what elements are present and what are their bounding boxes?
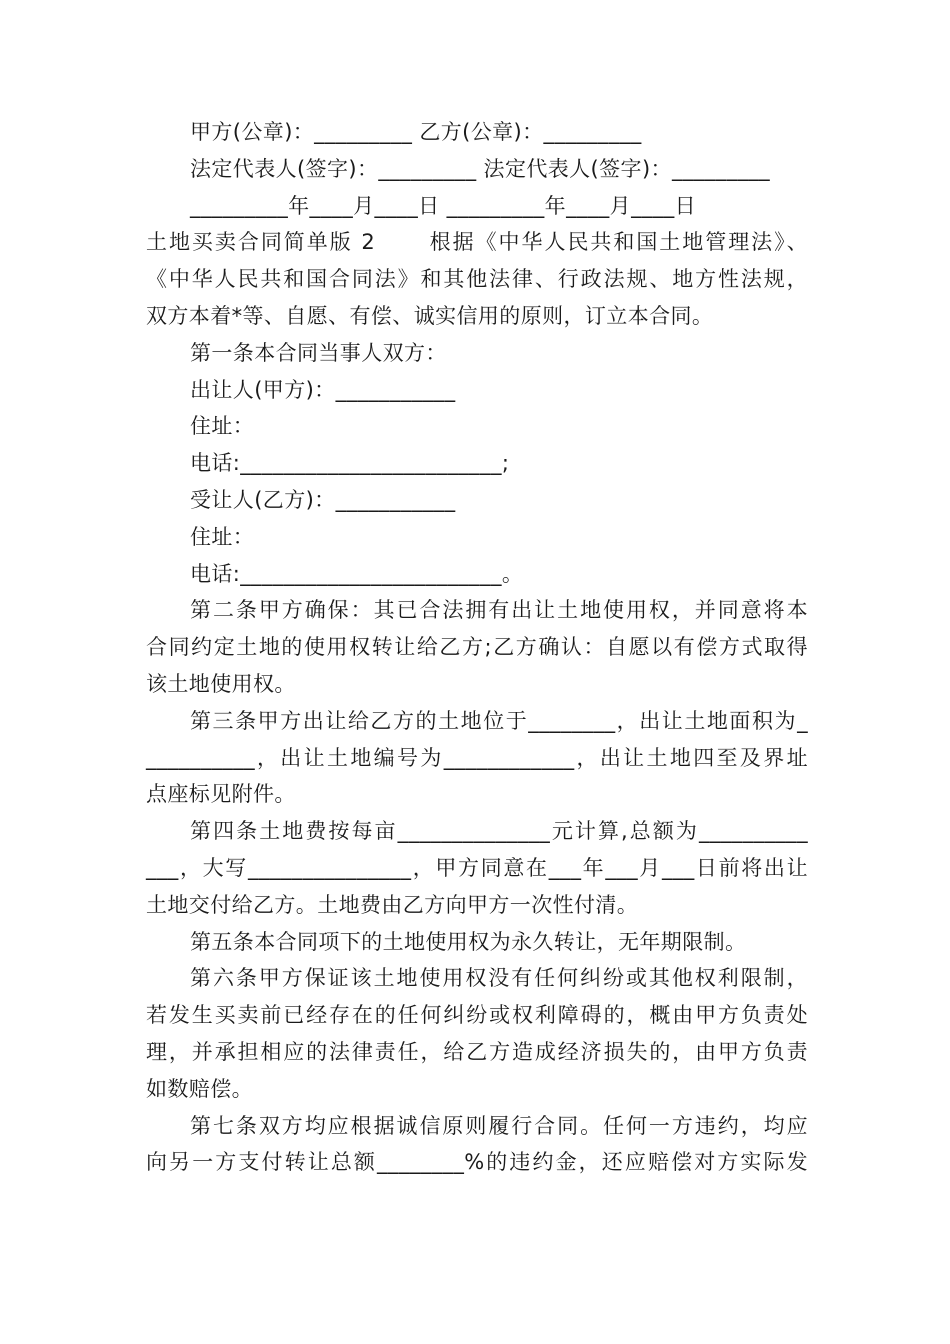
document-line: _________年____月____日 _________年____月____日	[190, 193, 697, 218]
document-page	[146, 114, 808, 1181]
document-line: 理，并承担相应的法律责任，给乙方造成经济损失的，由甲方负责	[146, 1039, 808, 1064]
document-line: 向另一方支付转让总额________%的违约金，还应赔偿对方实际发	[146, 1150, 808, 1175]
document-line: 住址：	[190, 414, 255, 439]
document-line: 出让人(甲方)：___________	[190, 377, 456, 402]
document-line: __________，出让土地编号为____________，出让土地四至及界址	[146, 745, 808, 770]
document-line: 第一条本合同当事人双方：	[190, 340, 447, 365]
document-line: 第七条双方均应根据诚信原则履行合同。任何一方违约，均应	[190, 1113, 808, 1138]
document-line: 甲方(公章)：_________ 乙方(公章)：_________	[190, 120, 642, 144]
document-line: 合同约定土地的使用权转让给乙方;乙方确认：自愿以有偿方式取得	[146, 635, 808, 660]
document-line: 点座标见附件。	[146, 782, 296, 807]
document-line: 如数赔偿。	[146, 1076, 253, 1101]
document-line: 电话:________________________。	[190, 561, 524, 586]
document-line: 第二条甲方确保：其已合法拥有出让土地使用权，并同意将本	[190, 598, 808, 623]
document-line: 《中华人民共和国合同法》和其他法律、行政法规、地方性法规，	[146, 267, 808, 292]
document-line: 法定代表人(签字)：_________ 法定代表人(签字)：_________	[190, 156, 771, 181]
document-line: 住址：	[190, 524, 255, 549]
document-line: 双方本着*等、自愿、有偿、诚实信用的原则，订立本合同。	[146, 303, 714, 328]
document-line: 第五条本合同项下的土地使用权为永久转让，无年期限制。	[190, 929, 747, 954]
document-line: 土地买卖合同简单版 2 根据《中华人民共和国土地管理法》、	[146, 230, 808, 255]
document-line: 电话:________________________;	[190, 451, 510, 476]
document-line: 若发生买卖前已经存在的任何纠纷或权利障碍的，概由甲方负责处	[146, 1003, 808, 1028]
document-line: 第四条土地费按每亩______________元计算,总额为__________	[190, 819, 808, 844]
document-line: 第三条甲方出让给乙方的土地位于________，出让土地面积为_	[190, 708, 808, 733]
document-line: ___，大写_______________，甲方同意在___年___月___日前将出让	[146, 855, 808, 880]
document-line: 该土地使用权。	[146, 671, 296, 696]
document-line: 第六条甲方保证该土地使用权没有任何纠纷或其他权利限制，	[190, 966, 808, 991]
document-line: 土地交付给乙方。土地费由乙方向甲方一次性付清。	[146, 892, 639, 917]
document-line: 受让人(乙方)：___________	[190, 487, 456, 512]
